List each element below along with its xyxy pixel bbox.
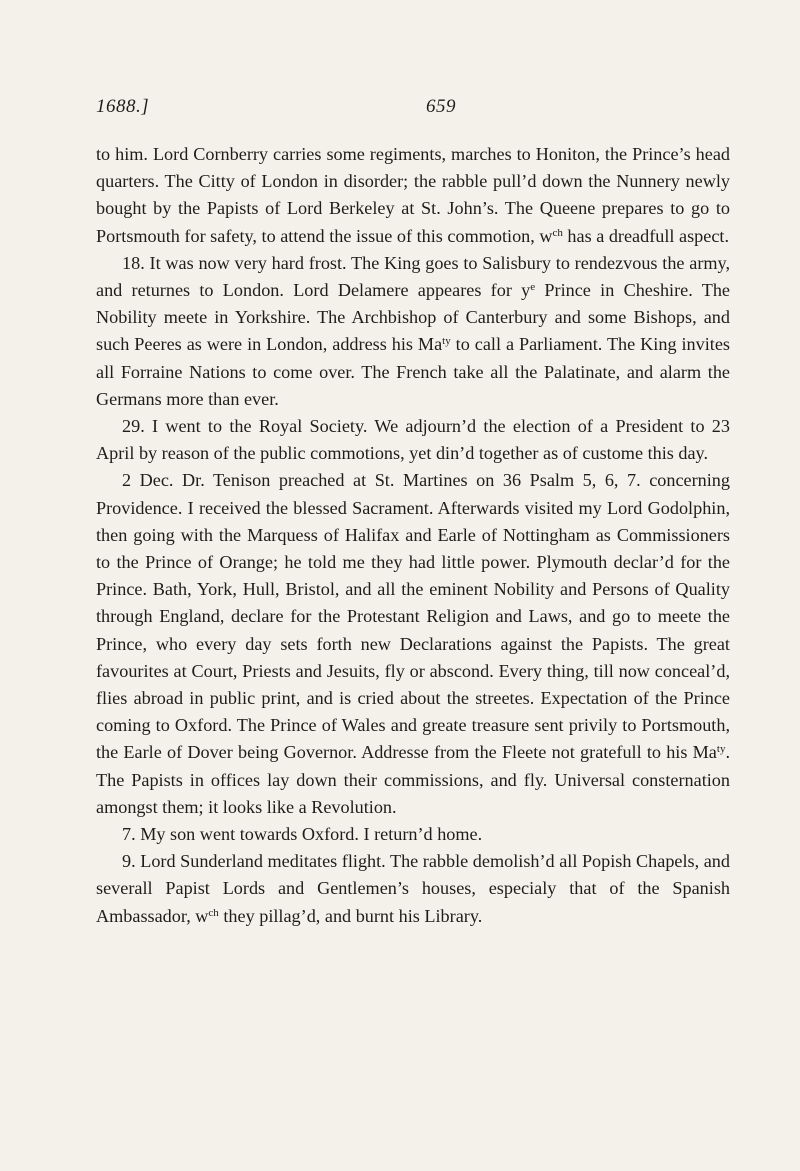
text-run: Prince in Cheshire. The Nobility meete in Yorkshire. The Archbishop of Canterbury and some Bishops, and such Peeres as were in London, address his Ma [96, 280, 730, 355]
superscript-abbrev: ch [552, 226, 563, 239]
text-run: 2 Dec. Dr. Tenison preached at St. Martines on 36 Psalm 5, 6, 7. concerning Providence. I received the blessed Sacrament. Afterwards visited my Lord Godolphin, then going with the Marquess of Halifax and Earle of Nottingham as Commissioners to the Prince of Orange; he told me they had little power. Plymouth declar’d for the Prince. Bath, York, Hull, Bristol, and all the eminent Nobility and Persons of Quality through England, declare for the Protestant Religion and Laws, and go to meete the Prince, who every day sets forth new Declarations against the Papists. The great favourites at Court, Priests and Jesuits, fly or abscond. Every thing, till now conceal’d, flies abroad in public print, and is cried about the streetes. Expectation of the Prince coming to Oxford. The Prince of Wales and greate treasure sent privily to Portsmouth, the Earle of Dover being Governor. Addresse from the Fleete not gratefull to his Ma [96, 470, 730, 763]
superscript-abbrev: ty [442, 335, 451, 348]
superscript-abbrev: e [530, 281, 536, 294]
paragraph [96, 848, 730, 930]
page-number: 659 [426, 96, 456, 117]
superscript-abbrev: ty [716, 743, 726, 756]
diary-body [96, 141, 730, 930]
text-run: 18. It was now very hard frost. The King goes to Salisbury to rendezvous the army, and returnes to London. Lord Delamere appeares for y [96, 252, 730, 301]
paragraph [96, 413, 730, 467]
text-run: 9. Lord Sunderland meditates flight. The rabble demolish’d all Popish Chapels, and severall Papist Lords and Gentlemen’s houses, especialy that of the Spanish Ambassador, w [96, 851, 730, 926]
paragraph [96, 467, 730, 821]
text-run: to him. Lord Cornberry carries some regiments, marches to Honiton, the Prince’s head quarters. The Citty of London in disorder; the rabble pull’d down the Nunnery newly bought by the Papists of Lord Berkeley at St. John’s. The Queene prepares to go to Portsmouth for safety, to attend the issue of this commotion, w [96, 144, 730, 246]
header-year: 1688.] [96, 96, 150, 117]
text-run: to call a Parliament. The King invites all Forraine Nations to come over. The French take all the Palatinate, and alarm the Germans more than ever. [96, 334, 730, 409]
text-run: they pillag’d, and burnt his Library. [218, 905, 483, 926]
paragraph [96, 141, 730, 250]
text-run: 29. I went to the Royal Society. We adjourn’d the election of a President to 23 April by reason of the public commotions, yet din’d together as of custome this day. [96, 416, 730, 464]
superscript-abbrev: ch [208, 906, 219, 919]
text-run: 7. My son went towards Oxford. I return’d home. [122, 824, 483, 845]
paragraph [96, 250, 730, 413]
paragraph [96, 821, 730, 848]
text-run: . The Papists in offices lay down their commissions, and fly. Universal consternation amongst them; it looks like a Revolution. [96, 742, 730, 817]
text-run: has a dreadfull aspect. [562, 225, 730, 246]
running-header [96, 96, 456, 118]
